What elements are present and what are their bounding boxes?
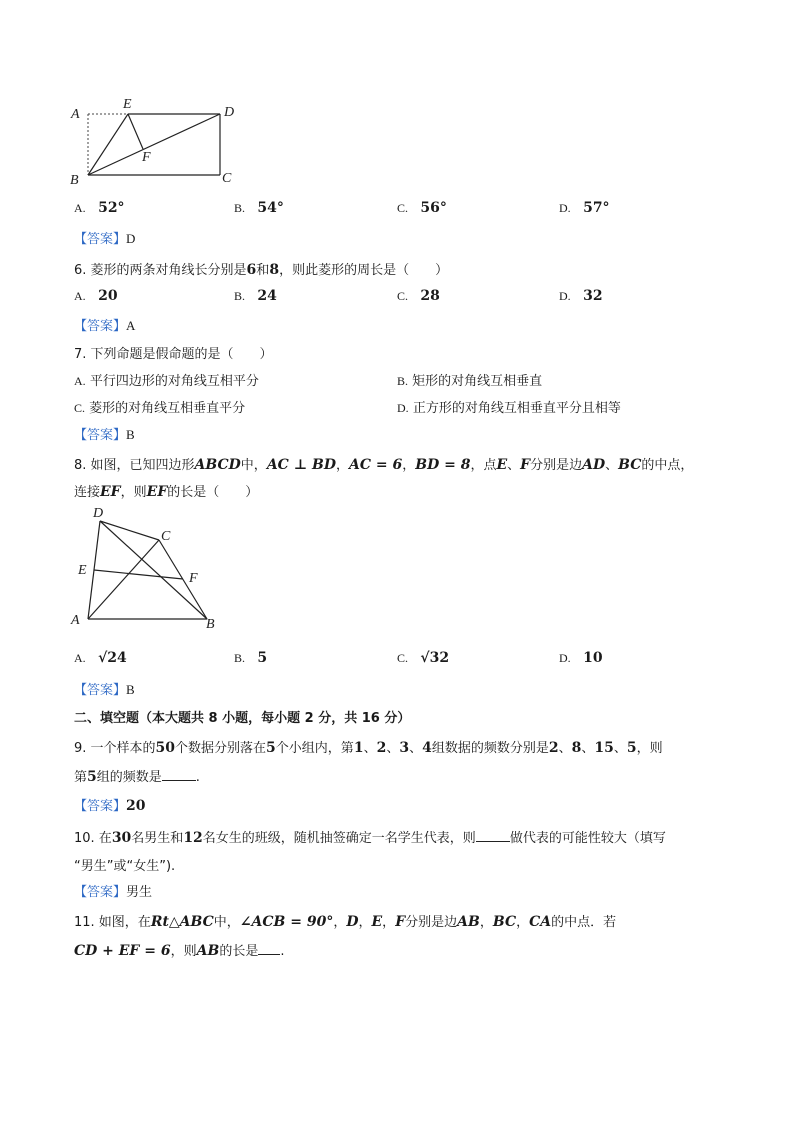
q6-option-b[interactable] xyxy=(234,288,277,304)
q9-stem-line2 xyxy=(74,766,200,785)
math: F xyxy=(520,457,531,473)
label-e: E xyxy=(123,97,132,112)
option-value: 矩形的对角线互相垂直 xyxy=(412,374,543,389)
number: 8 xyxy=(571,740,582,756)
text: 名女生的班级，随机抽签确定一名学生代表，则 xyxy=(202,831,476,846)
q7-option-d[interactable] xyxy=(397,397,621,416)
text: 、 xyxy=(613,741,627,756)
label-c: C xyxy=(161,529,171,544)
text: 、 xyxy=(605,458,619,473)
answer-tag: 【答案】 xyxy=(74,428,127,443)
text: 、 xyxy=(558,741,572,756)
figure-quadrilateral xyxy=(66,502,236,634)
option-letter: D. xyxy=(397,401,409,415)
q10-answer xyxy=(74,881,152,900)
text: 和 xyxy=(256,263,270,278)
answer-tag: 【答案】 xyxy=(74,799,127,814)
text: 分别是边 xyxy=(530,458,583,473)
segment-ef xyxy=(128,114,143,149)
math: AC ⊥ BD xyxy=(266,457,336,473)
option-letter: B. xyxy=(234,289,246,303)
text: 的长是 xyxy=(219,944,259,959)
text: 的中点， xyxy=(641,458,694,473)
text: ，则 xyxy=(120,485,147,500)
label-c: C xyxy=(222,171,232,186)
text: 9. 一个样本的 xyxy=(74,741,156,756)
math: Rt△ABC xyxy=(150,914,214,930)
q8-option-b[interactable] xyxy=(234,650,267,666)
number: 5 xyxy=(87,769,97,785)
answer-blank[interactable] xyxy=(162,766,196,781)
text: 做代表的可能性较大（填写 xyxy=(509,831,666,846)
math: E xyxy=(371,914,383,930)
number: 3 xyxy=(399,740,410,756)
number: 2 xyxy=(376,740,387,756)
text: . xyxy=(280,944,285,959)
number: 15 xyxy=(594,740,614,756)
q8-option-a[interactable] xyxy=(74,650,127,666)
option-letter: C. xyxy=(397,289,409,303)
number: 5 xyxy=(266,740,276,756)
text: ， xyxy=(516,915,530,930)
q7-option-a[interactable] xyxy=(74,370,259,389)
answer-blank[interactable] xyxy=(476,827,510,842)
math: BC xyxy=(618,457,642,473)
math: CD + EF = 6 xyxy=(74,943,171,959)
q9-stem-line1 xyxy=(74,737,663,756)
q6-option-d[interactable] xyxy=(559,288,603,304)
q10-stem-line2: “男生”或“女生”). xyxy=(74,859,176,874)
math: BD = 8 xyxy=(415,457,471,473)
option-value: 57° xyxy=(583,200,610,216)
q8-option-c[interactable] xyxy=(397,650,449,666)
text: 组的频数是 xyxy=(96,770,162,785)
answer-value: B xyxy=(126,682,135,697)
diagonal-ac xyxy=(88,540,159,619)
option-value: 菱形的对角线互相垂直平分 xyxy=(89,401,246,416)
number: 8 xyxy=(269,262,280,278)
option-value: 32 xyxy=(583,288,603,304)
option-letter: B. xyxy=(397,374,409,388)
edge-dc xyxy=(100,521,159,540)
q5-option-a[interactable] xyxy=(74,200,125,216)
q7-option-b[interactable] xyxy=(397,370,542,389)
number: 30 xyxy=(111,830,132,846)
label-a: A xyxy=(71,613,80,628)
answer-tag: 【答案】 xyxy=(74,319,127,334)
option-letter: C. xyxy=(74,401,86,415)
option-value: √32 xyxy=(420,650,450,666)
option-letter: D. xyxy=(559,201,571,215)
text: 名男生和 xyxy=(131,831,184,846)
option-value: 正方形的对角线互相垂直平分且相等 xyxy=(412,401,621,416)
text: 、 xyxy=(409,741,423,756)
option-letter: C. xyxy=(397,201,409,215)
q9-answer xyxy=(74,795,146,814)
text: 中， xyxy=(240,458,267,473)
math: F xyxy=(395,914,406,930)
option-value: 平行四边形的对角线互相平分 xyxy=(89,374,259,389)
option-value: 20 xyxy=(98,288,118,304)
label-f: F xyxy=(142,150,151,165)
option-letter: D. xyxy=(559,651,571,665)
q11-stem-line1 xyxy=(74,911,616,930)
text: ，则 xyxy=(170,944,197,959)
number: 1 xyxy=(353,740,364,756)
math: EF xyxy=(146,484,168,500)
label-d: D xyxy=(224,105,235,120)
math: CA xyxy=(529,914,552,930)
text: ， xyxy=(335,458,349,473)
math: EF xyxy=(100,484,121,500)
text: ， xyxy=(358,915,372,930)
section-heading: 二、填空题（本大题共 8 小题，每小题 2 分，共 16 分） xyxy=(74,711,411,726)
q6-answer xyxy=(74,315,135,334)
option-letter: A. xyxy=(74,201,86,215)
option-letter: C. xyxy=(397,651,409,665)
option-letter: B. xyxy=(234,651,246,665)
q8-option-d[interactable] xyxy=(559,650,603,666)
text: ， xyxy=(333,915,347,930)
math: BC xyxy=(492,914,517,930)
option-letter: A. xyxy=(74,651,86,665)
answer-tag: 【答案】 xyxy=(74,885,127,900)
text: ，则 xyxy=(636,741,663,756)
text: 中， xyxy=(213,915,240,930)
option-letter: B. xyxy=(234,201,246,215)
text: 、 xyxy=(507,458,521,473)
number: 4 xyxy=(422,740,432,756)
text: 第 xyxy=(74,770,88,785)
text: 11. 如图，在 xyxy=(74,915,151,930)
text: 、 xyxy=(363,741,377,756)
text: ， xyxy=(479,915,493,930)
option-value: 56° xyxy=(420,200,447,216)
q5-option-d[interactable] xyxy=(559,200,610,216)
text: 6. 菱形的两条对角线长分别是 xyxy=(74,263,247,278)
text: 分别是边 xyxy=(405,915,458,930)
math: AB xyxy=(457,914,480,930)
label-a: A xyxy=(71,107,80,122)
option-letter: A. xyxy=(74,289,86,303)
text: 、 xyxy=(581,741,595,756)
text: 组数据的频数分别是 xyxy=(431,741,549,756)
figure-rectangle xyxy=(66,92,246,192)
q7-stem: 7. 下列命题是假命题的是（ ） xyxy=(74,347,273,362)
number: 6 xyxy=(246,262,257,278)
number: 12 xyxy=(183,830,203,846)
q8-answer xyxy=(74,679,135,698)
label-e: E xyxy=(78,563,87,578)
option-value: 52° xyxy=(98,200,125,216)
q7-option-c[interactable] xyxy=(74,397,245,416)
text: ，点 xyxy=(470,458,497,473)
text: 个数据分别落在 xyxy=(175,741,267,756)
answer-blank[interactable] xyxy=(258,940,280,955)
text: 个小组内，第 xyxy=(275,741,354,756)
option-value: √24 xyxy=(98,650,127,666)
text: 连接 xyxy=(74,485,101,500)
q6-option-c[interactable] xyxy=(397,288,440,304)
text: 的中点．若 xyxy=(551,915,617,930)
answer-value: D xyxy=(126,231,136,246)
number: 50 xyxy=(155,740,176,756)
answer-value: 男生 xyxy=(126,885,153,900)
q5-option-c[interactable] xyxy=(397,200,447,216)
math: ABCD xyxy=(194,457,241,473)
q10-stem-line1 xyxy=(74,827,666,846)
label-d: D xyxy=(93,506,104,521)
answer-value: 20 xyxy=(126,798,146,814)
option-letter: D. xyxy=(559,289,571,303)
answer-value: A xyxy=(126,318,136,333)
label-f: F xyxy=(189,571,198,586)
answer-tag: 【答案】 xyxy=(74,683,127,698)
math: AC = 6 xyxy=(349,457,403,473)
option-value: 10 xyxy=(583,650,603,666)
option-value: 28 xyxy=(420,288,440,304)
text: 、 xyxy=(386,741,400,756)
text: ， xyxy=(382,915,396,930)
q8-stem-line2 xyxy=(74,481,258,500)
number: 2 xyxy=(548,740,559,756)
edge-cb xyxy=(159,540,207,619)
math: AB xyxy=(196,943,220,959)
q6-option-a[interactable] xyxy=(74,288,118,304)
segment-ef xyxy=(94,570,183,579)
q7-answer xyxy=(74,424,135,443)
answer-value: B xyxy=(126,427,135,442)
label-b: B xyxy=(206,617,215,632)
text: . xyxy=(195,770,200,785)
q5-answer xyxy=(74,228,135,247)
math: ∠ACB = 90° xyxy=(239,914,334,930)
option-letter: A. xyxy=(74,374,86,388)
q8-stem-line1 xyxy=(74,454,693,473)
option-value: 5 xyxy=(257,650,268,666)
text: ，则此菱形的周长是（ ） xyxy=(279,263,449,278)
math: AD xyxy=(582,457,606,473)
answer-tag: 【答案】 xyxy=(74,232,127,247)
text: 8. 如图，已知四边形 xyxy=(74,458,195,473)
text: 的长是（ ） xyxy=(167,485,259,500)
q6-stem xyxy=(74,259,448,278)
option-value: 54° xyxy=(257,200,284,216)
text: ， xyxy=(402,458,416,473)
option-value: 24 xyxy=(257,288,277,304)
text: 10. 在 xyxy=(74,831,112,846)
label-b: B xyxy=(70,173,79,188)
diagonal-bd xyxy=(100,521,207,619)
math: D xyxy=(346,914,359,930)
q11-stem-line2 xyxy=(74,940,284,959)
q5-option-b[interactable] xyxy=(234,200,284,216)
math: E xyxy=(496,457,508,473)
number: 5 xyxy=(626,740,637,756)
